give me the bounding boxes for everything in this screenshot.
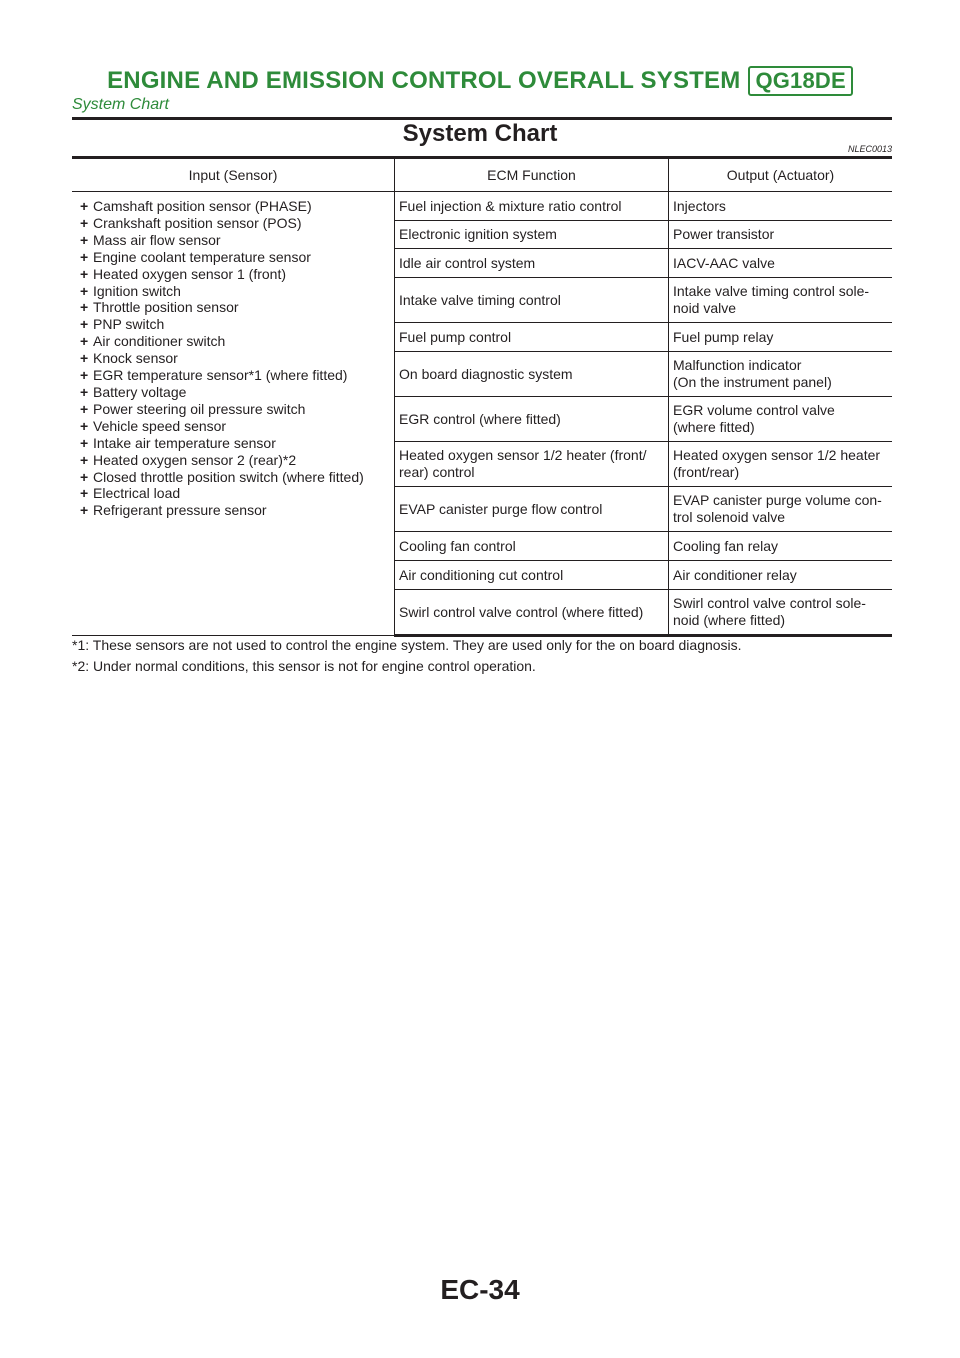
table-body bbox=[72, 192, 892, 636]
system-chart-table bbox=[72, 156, 892, 637]
footnote-2: *2: Under normal conditions, this sensor is not for engine control operation. bbox=[72, 658, 536, 674]
output-actuator-cell: Air conditioner relay bbox=[669, 561, 893, 590]
section-reference: NLEC0013 bbox=[847, 144, 892, 154]
sensor-list-item: + Electrical load bbox=[80, 485, 390, 502]
table-header-row bbox=[72, 158, 892, 192]
sensor-list-item: + Throttle position sensor bbox=[80, 299, 390, 316]
output-actuator-cell: EVAP canister purge volume con- trol solenoid valve bbox=[669, 487, 893, 532]
column-header-function: ECM Function bbox=[395, 158, 669, 192]
sensor-list-item: + Ignition switch bbox=[80, 283, 390, 300]
engine-code-badge: QG18DE bbox=[748, 66, 852, 96]
output-actuator-cell: Injectors bbox=[669, 192, 893, 221]
sensor-list-item: + Refrigerant pressure sensor bbox=[80, 502, 390, 519]
sensor-list-item: + Power steering oil pressure switch bbox=[80, 401, 390, 418]
sensor-list-item: + Heated oxygen sensor 2 (rear)*2 bbox=[80, 452, 390, 469]
sensor-list-item: + Vehicle speed sensor bbox=[80, 418, 390, 435]
output-actuator-cell: Cooling fan relay bbox=[669, 532, 893, 561]
ecm-function-cell: Intake valve timing control bbox=[395, 278, 669, 323]
output-actuator-cell: Heated oxygen sensor 1/2 heater (front/rear) bbox=[669, 442, 893, 487]
header-subtitle: System Chart bbox=[72, 96, 169, 113]
sensor-list-item: + Camshaft position sensor (PHASE) bbox=[80, 198, 390, 215]
input-sensor-cell bbox=[72, 192, 395, 636]
sensor-list-item: + Heated oxygen sensor 1 (front) bbox=[80, 266, 390, 283]
output-actuator-cell: Swirl control valve control sole- noid (where fitted) bbox=[669, 590, 893, 636]
sensor-list-item: + Battery voltage bbox=[80, 384, 390, 401]
sensor-list-item: + Closed throttle position switch (where fitted) bbox=[80, 469, 390, 486]
section-title: System Chart bbox=[402, 120, 558, 147]
sensor-list-item: + Intake air temperature sensor bbox=[80, 435, 390, 452]
column-header-input: Input (Sensor) bbox=[72, 158, 395, 192]
ecm-function-cell: Fuel pump control bbox=[395, 323, 669, 352]
ecm-function-cell: Electronic ignition system bbox=[395, 221, 669, 249]
ecm-function-cell: On board diagnostic system bbox=[395, 352, 669, 397]
output-actuator-cell: Intake valve timing control sole- noid valve bbox=[669, 278, 893, 323]
output-actuator-cell: EGR volume control valve (where fitted) bbox=[669, 397, 893, 442]
sensor-list-item: + Crankshaft position sensor (POS) bbox=[80, 215, 390, 232]
sensor-list bbox=[80, 198, 390, 519]
ecm-function-cell: Idle air control system bbox=[395, 249, 669, 278]
footnote-1: *1: These sensors are not used to control the engine system. They are used only for the on board diagnosis. bbox=[72, 637, 742, 653]
ecm-function-cell: Cooling fan control bbox=[395, 532, 669, 561]
ecm-function-cell: Air conditioning cut control bbox=[395, 561, 669, 590]
ecm-function-cell: Swirl control valve control (where fitted) bbox=[395, 590, 669, 636]
column-header-output: Output (Actuator) bbox=[669, 158, 893, 192]
sensor-list-item: + Engine coolant temperature sensor bbox=[80, 249, 390, 266]
output-actuator-cell: Power transistor bbox=[669, 221, 893, 249]
sensor-list-item: + Air conditioner switch bbox=[80, 333, 390, 350]
output-actuator-cell: IACV-AAC valve bbox=[669, 249, 893, 278]
sensor-list-item: + Knock sensor bbox=[80, 350, 390, 367]
sensor-list-item: + EGR temperature sensor*1 (where fitted) bbox=[80, 367, 390, 384]
sensor-list-item: + PNP switch bbox=[80, 316, 390, 333]
table-row bbox=[72, 192, 892, 221]
ecm-function-cell: Fuel injection & mixture ratio control bbox=[395, 192, 669, 221]
page-number: EC-34 bbox=[440, 1274, 520, 1305]
sensor-list-item: + Mass air flow sensor bbox=[80, 232, 390, 249]
header-title bbox=[0, 66, 960, 96]
ecm-function-cell: Heated oxygen sensor 1/2 heater (front/ rear) control bbox=[395, 442, 669, 487]
output-actuator-cell: Malfunction indicator (On the instrument panel) bbox=[669, 352, 893, 397]
output-actuator-cell: Fuel pump relay bbox=[669, 323, 893, 352]
ecm-function-cell: EVAP canister purge flow control bbox=[395, 487, 669, 532]
header-title-text: ENGINE AND EMISSION CONTROL OVERALL SYSTEM bbox=[107, 67, 741, 94]
ecm-function-cell: EGR control (where fitted) bbox=[395, 397, 669, 442]
